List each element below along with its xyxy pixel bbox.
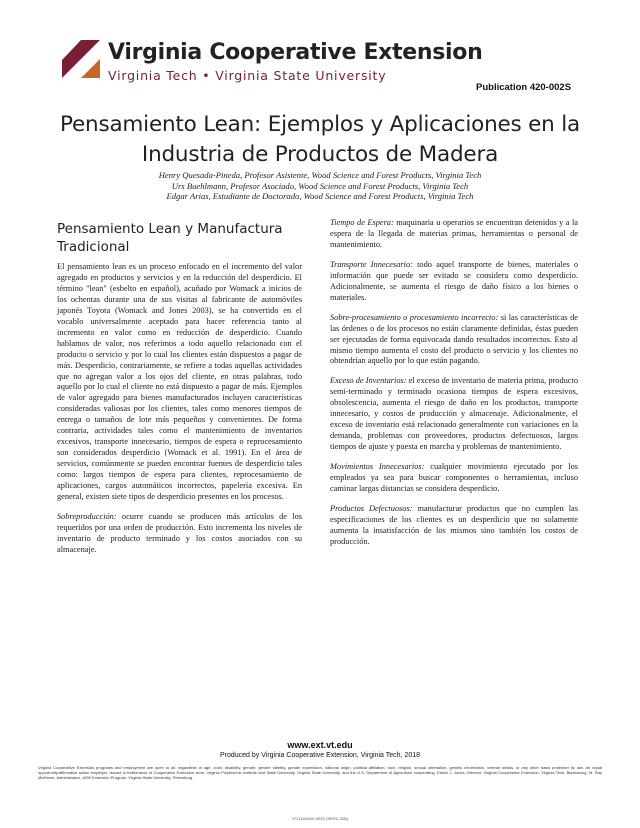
waste-description: maquinaria u operarios se encuentran detenidos y a la espera de la llegada de materias primas, herramientas o personal de mantenimiento. [330,218,578,249]
author-line: Henry Quesada-Pineda, Profesor Asistente, Wood Science and Forest Products, Virginia Tech [158,170,482,180]
page-footer [20,740,620,821]
waste-term: Sobre-procesamiento o procesamiento incorrecto: [330,312,499,322]
waste-term: Sobreproducción: [57,511,117,521]
waste-term: Exceso de Inventarios: [330,376,407,386]
waste-description: ocurre cuando se producen más artículos de los requeridos por una orden de producción. Esto incrementa los niveles de inventario de producto terminado y los costos asociados con su almacenaje. [57,511,302,554]
waste-description: manufacturar productos que no cumplen las especificaciones de los clientes es un desperdicio que no solamente aumenta la insatisfacción de los mismos sino también los costos de producción. [330,503,578,546]
body-paragraph: El pensamiento lean es un proceso enfocado en el incremento del valor agregado en productos y servicios y en la reducción del desperdicio. El término "lean" (esbelto en español), acuñado por Womack a inicios de los ochentas durante una de sus visitas al fabricante de automóviles japonés Toyota (Womack and Jones 2003), se ha convertido en el vocablo universalmente aceptado para hacer referencia tanto al incremento en valor como en reducción de desperdicio. Cuando hablamos de valor, nos referimos a todo aquello relacionado con el producto o servicio y por lo cual los clientes están dispuestos a pagar de más. Desperdicio, contrariamente, se refiere a todas aquellas actividades que no agregan valor a los ojos del cliente, en otras palabras, todo aquello por lo cual el cliente no está dispuesto a pagar de más. Ejemplos de valor agregado para bienes manufacturados incluyen características consideradas valiosas por los clientes, tales como menores tiempos de entrega o tamaños de lote más pequeños y convenientes. De forma contraria, actividades tales como el mantenimiento de inventarios excesivos, transporte innecesario, tiempos de espera o reprocesamiento son considerados desperdicio (Womack et al. 1991). En el área de servicios, comúnmente se pueden encontrar fuentes de desperdicio tales como: largos tiempos de espera para clientes, reprocesamiento de aplicaciones, cargos automáticos incorrectos, papelería excesiva. En general, existen siete tipos de desperdicio presentes en los procesos. [57,262,302,502]
body-paragraph [330,376,578,453]
org-subtitle: Virginia Tech • Virginia State University [108,68,387,83]
footer-legal-notice: Virginia Cooperative Extension programs and employment are open to all, regardless of age, color, disability, gender, gender identity, gender expression, national origin, political affiliation, race, religion, sexual orientation, genetic information, veteran status, or any other basis protected by law. An equal opportunity/affirmative action employer. Issued in furtherance of Cooperative Extension work, Virginia Polytechnic Institute and State University, Virginia State University, and the U.S. Department of Agriculture cooperating. Edwin J. Jones, Director, Virginia Cooperative Extension, Virginia Tech, Blacksburg; M. Ray McKinnie, Administrator, 1890 Extension Program, Virginia State University, Petersburg. [38,765,602,781]
footer-url-link[interactable]: www.ext.vt.edu [287,740,353,750]
waste-description: el exceso de inventario de materia prima, producto semi-terminado y terminado ocasiona tiempos de espera excesivos, obsolescencia, aumenta el riesgo de daño en los productos, transporte innecesario, y costos de producción y almacenaje. Adicionalmente, el exceso de inventario está relacionado generalmente con variaciones en la demanda, problemas con proveedores, productos defectuosos, largos tiempos de ajuste y puesta en marcha y problemas de mantenimiento. [330,376,578,452]
waste-term: Transporte Innecesario: [330,259,413,269]
body-paragraph [330,313,578,368]
waste-description: si las características de las órdenes o de los procesos no están claramente definidas, éstas pueden ser ejecutadas de forma equivocada dando resultados incorrectos. Esto al mismo tiempo aumenta el costo del producto o servicio y los clientes no obtendrían aquello por lo que están pagando. [330,312,578,366]
waste-term: Productos Defectuosos: [330,503,413,513]
footer-publication-code: VT/1118/420-002S (SERC-206) [292,816,348,821]
waste-term: Tiempo de Espera: [330,218,394,227]
section-heading: Pensamiento Lean y Manufactura Tradicional [57,221,283,255]
waste-description: todo aquel transporte de bienes, materiales o información que puede ser evitado se considera como desperdicio. Adicionalmente, se aumenta el riesgo de daño físico a los bienes o materiales. [330,259,578,302]
body-paragraph [330,462,578,495]
body-paragraph [330,218,578,251]
vce-logo-icon [62,40,100,78]
body-paragraph [57,512,302,556]
waste-term: Movimientos Innecesarios: [330,462,425,472]
publication-number: Publication 420-002S [476,82,572,93]
author-line: Edgar Arias, Estudiante de Doctorado, Wood Science and Forest Products, Virginia Tech [166,191,474,201]
right-column [330,218,578,557]
footer-produced-by: Produced by Virginia Cooperative Extension, Virginia Tech, 2018 [219,752,421,759]
author-line: Urs Buehlmann, Profesor Asociado, Wood Science and Forest Products, Virginia Tech [171,180,469,191]
org-name: Virginia Cooperative Extension [108,40,483,65]
body-paragraph [330,504,578,548]
left-column [57,220,302,565]
body-paragraph [330,260,578,304]
waste-description: cualquier movimiento ejecutado por los empleados ya sea para buscar componentes o herramientas, incluso caminar largas distancias se considera desperdicio. [330,462,578,494]
author-list [60,170,580,202]
document-title: Pensamiento Lean: Ejemplos y Aplicaciones en la Industria de Productos de Madera [60,112,580,167]
